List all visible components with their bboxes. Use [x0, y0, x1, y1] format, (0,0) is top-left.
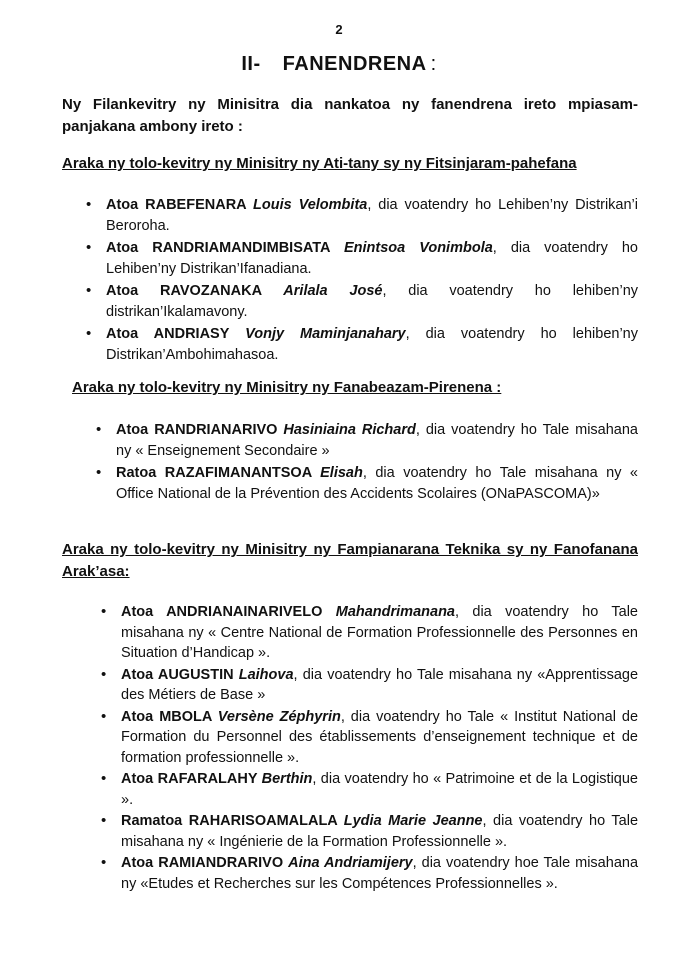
honorific: Atoa — [106, 240, 139, 256]
ministry-heading-interior: Araka ny tolo-kevitry ny Minisitry ny Ati-tany sy ny Fitsinjaram-pahefana — [62, 155, 577, 172]
list-item — [106, 281, 638, 322]
appointment-text: , dia voatendry ho Tale misahana ny « Ingénierie de la Formation Professionnelle ». — [121, 813, 639, 850]
list-item — [106, 238, 638, 279]
appointment-text: , dia voatendry ho lehiben’ny Distrikan’Ambohimahasoa. — [106, 326, 638, 363]
given-name: Hasiniaina Richard — [283, 422, 416, 438]
given-name: Elisah — [320, 465, 363, 481]
section-number: II- — [241, 53, 261, 75]
list-item — [121, 769, 638, 810]
surname: ANDRIANAINARIVELO — [166, 604, 323, 620]
honorific: Atoa — [106, 197, 139, 213]
list-item — [116, 420, 638, 461]
list-item — [121, 707, 638, 769]
appointment-text: , dia voatendry ho Tale « Institut National de Formation du Personnel des établissements d’enseignement technique et de formation professionnelle ». — [121, 708, 639, 766]
surname: RAHARISOAMALALA — [188, 813, 338, 829]
surname: RAFARALAHY — [157, 771, 258, 787]
intro-paragraph: Ny Filankevitry ny Minisitra dia nankatoa ny fanendrena ireto mpiasam-panjakana ambony ireto : — [62, 96, 638, 135]
appointment-text: , dia voatendry ho Tale misahana ny « Centre National de Formation Professionnelle des Personnes en Situation d’Handicap ». — [121, 604, 638, 661]
section-colon: : — [430, 53, 437, 75]
appointment-text: , dia voatendry ho Tale misahana ny «Apprentissage des Métiers de Base » — [121, 666, 639, 703]
surname: ANDRIASY — [153, 326, 230, 342]
appointment-list-education — [116, 420, 638, 504]
honorific: Atoa — [121, 708, 154, 725]
appointment-text: , dia voatendry ho lehiben’ny distrikan’Ikalamavony. — [106, 283, 639, 320]
page-number: 2 — [335, 22, 343, 37]
list-item — [106, 195, 638, 236]
given-name: Aina Andriamijery — [288, 855, 413, 871]
given-name: Louis Velombita — [253, 197, 368, 213]
honorific: Atoa — [116, 422, 149, 438]
given-name: Lydia Marie Jeanne — [343, 813, 483, 829]
list-item — [121, 811, 638, 852]
given-name: Arilala José — [283, 283, 383, 299]
list-item — [121, 665, 638, 706]
given-name: Vonjy Maminjanahary — [245, 326, 406, 342]
given-name: Versène Zéphyrin — [217, 708, 341, 725]
surname: MBOLA — [159, 708, 212, 725]
surname: RAMIANDRARIVO — [158, 855, 284, 871]
honorific: Atoa — [106, 326, 139, 342]
appointment-text: , dia voatendry ho Tale misahana ny « Enseignement Secondaire » — [116, 422, 638, 459]
surname: AUGUSTIN — [157, 666, 234, 683]
appointment-text: , dia voatendry hoe Tale misahana ny «Etudes et Recherches sur les Compétences Professionnelles ». — [121, 855, 639, 892]
surname: RANDRIANARIVO — [154, 422, 278, 438]
honorific: Atoa — [121, 666, 154, 683]
given-name: Enintsoa Vonimbola — [343, 240, 493, 256]
honorific: Atoa — [121, 604, 154, 620]
section-title: FANENDRENA — [282, 53, 427, 75]
honorific: Atoa — [106, 283, 139, 299]
ministry-heading-technical-education: Araka ny tolo-kevitry ny Minisitry ny Fampianarana Teknika sy ny Fanofanana Arak’asa: — [62, 541, 638, 580]
appointment-text: , dia voatendry ho « Patrimoine et de la Logistique ». — [121, 771, 639, 808]
honorific: Atoa — [121, 855, 154, 871]
surname: RABEFENARA — [145, 197, 247, 213]
honorific: Atoa — [121, 771, 154, 787]
appointment-list-technical-education — [121, 602, 638, 894]
list-item — [121, 602, 638, 664]
given-name: Mahandrimanana — [335, 604, 455, 620]
section-heading — [0, 53, 678, 76]
appointment-text: , dia voatendry ho Lehiben’ny Distrikan’i Beroroha. — [106, 197, 639, 234]
surname: RANDRIAMANDIMBISATA — [152, 240, 330, 256]
list-item — [106, 324, 638, 365]
given-name: Laihova — [238, 666, 294, 683]
list-item — [116, 463, 638, 504]
honorific: Ratoa — [116, 465, 157, 481]
list-item — [121, 853, 638, 894]
appointment-text: , dia voatendry ho Lehiben’ny Distrikan’Ifanadiana. — [106, 240, 638, 277]
appointment-list-interior — [106, 195, 638, 365]
surname: RAZAFIMANANTSOA — [164, 465, 312, 481]
honorific: Ramatoa — [121, 813, 183, 829]
ministry-heading-education: Araka ny tolo-kevitry ny Minisitry ny Fanabeazam-Pirenena : — [72, 379, 502, 396]
surname: RAVOZANAKA — [160, 283, 262, 299]
given-name: Berthin — [261, 771, 313, 787]
appointment-text: , dia voatendry ho Tale misahana ny « Office National de la Prévention des Accidents Scolaires (ONaPASCOMA)» — [116, 465, 638, 502]
